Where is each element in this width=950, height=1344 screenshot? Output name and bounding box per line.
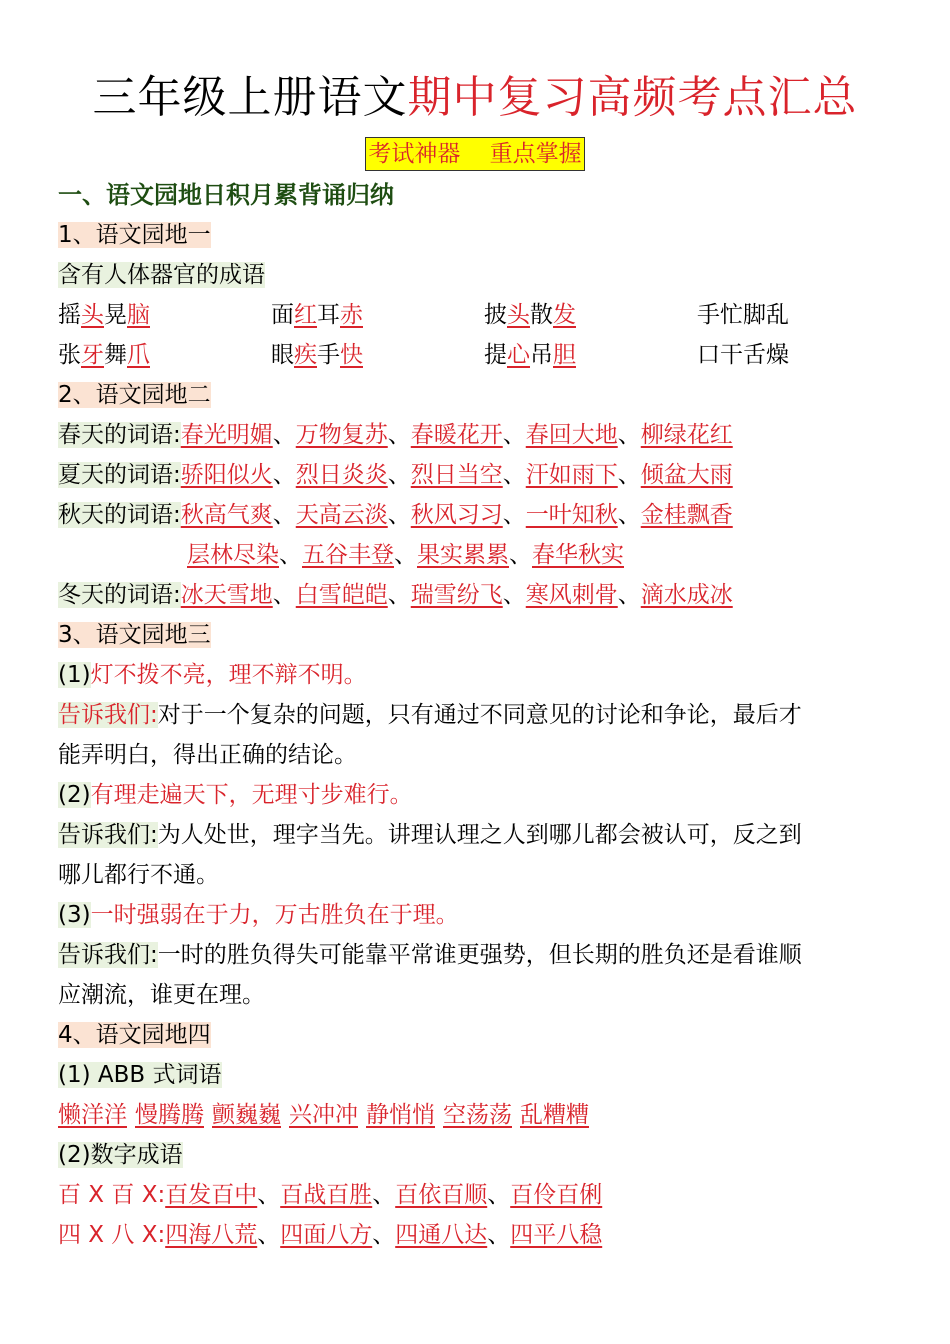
idiom-row-1 bbox=[58, 295, 898, 335]
word: 慢腾腾 bbox=[135, 1102, 204, 1128]
idiom-row-2 bbox=[58, 335, 898, 375]
word: 层林尽染 bbox=[187, 542, 279, 568]
bai-label: 百 X 百 X: bbox=[58, 1182, 166, 1208]
idiom: 面红耳赤 bbox=[271, 302, 363, 328]
abb-label: (1) ABB 式词语 bbox=[58, 1062, 222, 1088]
page-title bbox=[0, 68, 950, 128]
word-list: 冰天雪地、白雪皑皑、瑞雪纷飞、寒风刺骨、滴水成冰 bbox=[180, 582, 733, 608]
word: 金桂飘香 bbox=[640, 502, 733, 528]
explain-2: 告诉我们:为人处世，理字当先。讲理认理之人到哪儿都会被认可，反之到 bbox=[58, 822, 802, 848]
word: 四面八方 bbox=[280, 1222, 373, 1248]
word: 百战百胜 bbox=[280, 1182, 373, 1208]
word: 空荡荡 bbox=[443, 1102, 512, 1128]
spring-row bbox=[58, 415, 898, 455]
bai-row bbox=[58, 1175, 898, 1215]
idiom: 张牙舞爪 bbox=[58, 342, 150, 368]
tell-label: 告诉我们: bbox=[58, 822, 158, 848]
word: 五谷丰登 bbox=[302, 542, 394, 568]
idiom: 提心吊胆 bbox=[484, 342, 576, 368]
unit1-heading: 1、语文园地一 bbox=[58, 222, 211, 248]
word: 颤巍巍 bbox=[212, 1102, 281, 1128]
word: 一叶知秋 bbox=[525, 502, 618, 528]
word: 天高云淡 bbox=[295, 502, 388, 528]
unit2-heading: 2、语文园地二 bbox=[58, 382, 211, 408]
winter-label: 冬天的词语: bbox=[58, 582, 181, 608]
word-list: 秋高气爽、天高云淡、秋风习习、一叶知秋、金桂飘香 bbox=[180, 502, 733, 528]
section-heading: 一、语文园地日积月累背诵归纳 bbox=[58, 181, 394, 209]
word: 寒风刺骨 bbox=[525, 582, 618, 608]
explain-1: 告诉我们:对于一个复杂的问题，只有通过不同意见的讨论和争论，最后才 bbox=[58, 702, 802, 728]
word: 春暖花开 bbox=[410, 422, 503, 448]
autumn-row bbox=[58, 495, 898, 535]
proverb-3: (3)一时强弱在于力，万古胜负在于理。 bbox=[58, 902, 459, 928]
word: 果实累累 bbox=[417, 542, 509, 568]
si-label: 四 X 八 X: bbox=[58, 1222, 166, 1248]
word-list: 骄阳似火、烈日炎炎、烈日当空、汗如雨下、倾盆大雨 bbox=[180, 462, 733, 488]
word: 四海八荒 bbox=[165, 1222, 258, 1248]
unit4-heading: 4、语文园地四 bbox=[58, 1022, 211, 1048]
word: 白雪皑皑 bbox=[295, 582, 388, 608]
proverb-1: (1)灯不拨不亮，理不辩不明。 bbox=[58, 662, 367, 688]
word-list: 春光明媚、万物复苏、春暖花开、春回大地、柳绿花红 bbox=[180, 422, 733, 448]
word: 四通八达 bbox=[395, 1222, 488, 1248]
idiom: 摇头晃脑 bbox=[58, 302, 150, 328]
highlight-badge: 考试神器 重点掌握 bbox=[365, 137, 584, 171]
word: 兴冲冲 bbox=[289, 1102, 358, 1128]
word: 倾盆大雨 bbox=[640, 462, 733, 488]
explain-3: 告诉我们:一时的胜负得失可能靠平常谁更强势，但长期的胜负还是看谁顺 bbox=[58, 942, 802, 968]
idiom: 披头散发 bbox=[484, 302, 576, 328]
word-list bbox=[58, 1102, 589, 1128]
word: 百伶百俐 bbox=[510, 1182, 603, 1208]
word: 汗如雨下 bbox=[525, 462, 618, 488]
si-row bbox=[58, 1215, 898, 1255]
title-black: 三年级上册语文 bbox=[92, 72, 408, 123]
word: 静悄悄 bbox=[366, 1102, 435, 1128]
word-list: 层林尽染、五谷丰登、果实累累、春华秋实 bbox=[187, 542, 624, 568]
unit3-heading: 3、语文园地三 bbox=[58, 622, 211, 648]
unit1-subheading: 含有人体器官的成语 bbox=[58, 262, 265, 288]
abb-row bbox=[58, 1095, 898, 1135]
explain-1-cont: 能弄明白，得出正确的结论。 bbox=[58, 742, 357, 768]
word: 冰天雪地 bbox=[180, 582, 273, 608]
word-list: 百发百中、百战百胜、百依百顺、百伶百俐 bbox=[165, 1182, 603, 1208]
idiom: 眼疾手快 bbox=[271, 342, 363, 368]
word: 百依百顺 bbox=[395, 1182, 488, 1208]
word: 四平八稳 bbox=[510, 1222, 603, 1248]
word: 春华秋实 bbox=[532, 542, 624, 568]
title-red: 期中复习高频考点汇总 bbox=[407, 72, 858, 123]
word: 烈日炎炎 bbox=[295, 462, 388, 488]
summer-row bbox=[58, 455, 898, 495]
word: 懒洋洋 bbox=[58, 1102, 127, 1128]
word: 万物复苏 bbox=[295, 422, 388, 448]
winter-row bbox=[58, 575, 898, 615]
spring-label: 春天的词语: bbox=[58, 422, 181, 448]
word: 乱糟糟 bbox=[520, 1102, 589, 1128]
idiom: 手忙脚乱 bbox=[697, 302, 789, 328]
autumn-row-2 bbox=[187, 535, 950, 575]
word: 春光明媚 bbox=[180, 422, 273, 448]
word: 骄阳似火 bbox=[180, 462, 273, 488]
word: 烈日当空 bbox=[410, 462, 503, 488]
word: 秋高气爽 bbox=[180, 502, 273, 528]
explain-3-cont: 应潮流，谁更在理。 bbox=[58, 982, 265, 1008]
summer-label: 夏天的词语: bbox=[58, 462, 181, 488]
proverb-2: (2)有理走遍天下，无理寸步难行。 bbox=[58, 782, 413, 808]
word: 春回大地 bbox=[525, 422, 618, 448]
autumn-label: 秋天的词语: bbox=[58, 502, 181, 528]
number-idioms-label: (2)数字成语 bbox=[58, 1142, 183, 1168]
word: 滴水成冰 bbox=[640, 582, 733, 608]
word: 柳绿花红 bbox=[640, 422, 733, 448]
word-list: 四海八荒、四面八方、四通八达、四平八稳 bbox=[165, 1222, 603, 1248]
idiom: 口干舌燥 bbox=[697, 342, 789, 368]
tell-label: 告诉我们: bbox=[58, 942, 158, 968]
word: 瑞雪纷飞 bbox=[410, 582, 503, 608]
explain-2-cont: 哪儿都行不通。 bbox=[58, 862, 219, 888]
word: 百发百中 bbox=[165, 1182, 258, 1208]
word: 秋风习习 bbox=[410, 502, 503, 528]
tell-label: 告诉我们: bbox=[58, 702, 158, 728]
